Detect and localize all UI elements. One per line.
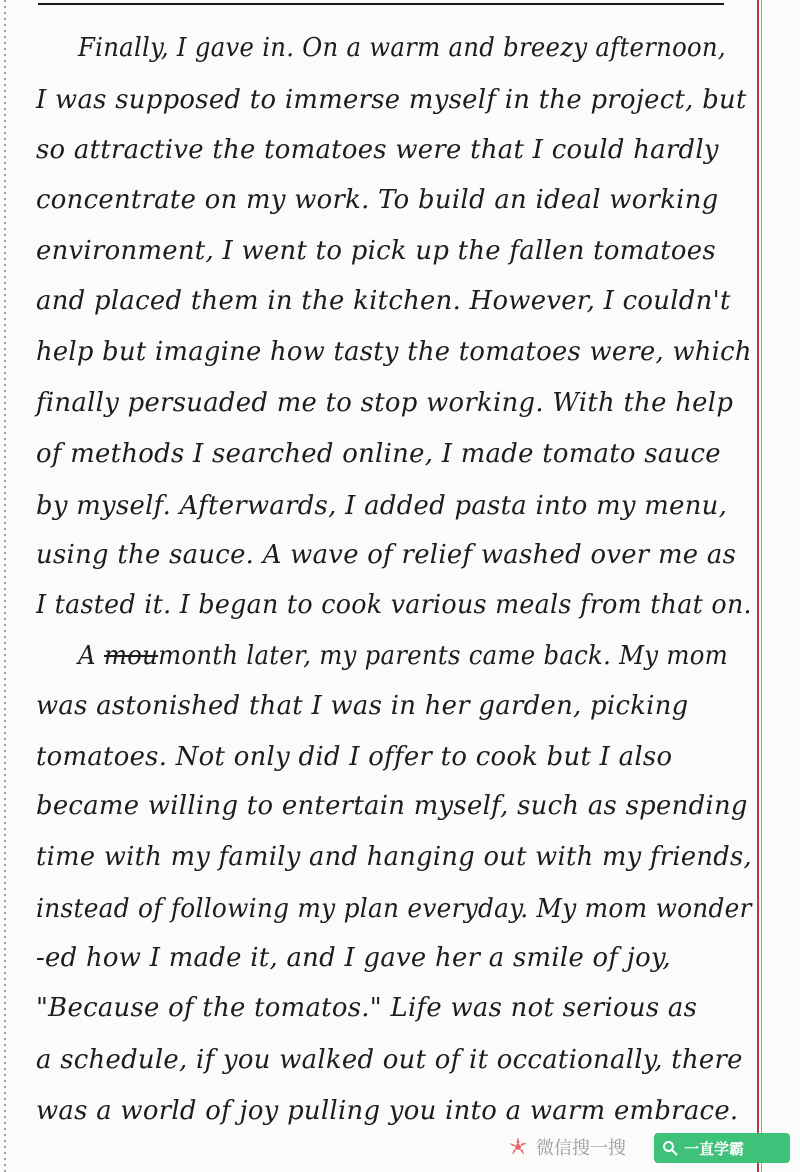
essay-line: using the sauce. A wave of relief washed over me as	[36, 540, 737, 570]
watermark-text: 微信搜一搜	[536, 1138, 626, 1159]
essay-line: was a world of joy pulling you into a warm embrace.	[36, 1096, 739, 1126]
wechat-search-logo-icon	[506, 1135, 530, 1159]
essay-line: finally persuaded me to stop working. With the help	[36, 388, 734, 418]
essay-line: environment, I went to pick up the fallen tomatoes	[36, 236, 716, 266]
essay-line: a schedule, if you walked out of it occationally, there	[36, 1045, 743, 1075]
essay-line: "Because of the tomatos." Life was not serious as	[36, 993, 698, 1023]
crossed-out-word: mou	[103, 641, 159, 671]
badge-label: 一直学霸	[684, 1139, 745, 1158]
essay-line: became willing to entertain myself, such as spending	[36, 791, 748, 821]
essay-line: so attractive the tomatoes were that I could hardly	[36, 135, 719, 165]
essay-line: help but imagine how tasty the tomatoes were, which	[36, 337, 752, 367]
essay-line: Finally, I gave in. On a warm and breezy afternoon,	[78, 33, 726, 63]
paragraph-start-word: A	[78, 641, 96, 671]
essay-line: by myself. Afterwards, I added pasta into my menu,	[36, 491, 728, 521]
essay-line: instead of following my plan everyday. My mom wonder	[36, 894, 752, 924]
essay-line: was astonished that I was in her garden, picking	[36, 691, 689, 721]
account-badge[interactable]	[654, 1133, 790, 1163]
essay-line: of methods I searched online, I made tomato sauce	[36, 439, 721, 469]
essay-line: tomatoes. Not only did I offer to cook but I also	[36, 742, 673, 772]
essay-line-paragraph-two	[78, 636, 752, 676]
essay-line-continuation: month later, my parents came back. My mom	[158, 641, 728, 671]
search-icon	[662, 1140, 678, 1156]
essay-line: I was supposed to immerse myself in the project, but	[36, 85, 747, 115]
essay-line: I tasted it. I began to cook various meals from that on.	[36, 590, 752, 620]
essay-line: time with my family and hanging out with my friends,	[36, 842, 752, 872]
wechat-search-watermark	[506, 1132, 654, 1162]
essay-line: -ed how I made it, and I gave her a smile of joy,	[36, 943, 671, 973]
essay-line: and placed them in the kitchen. However, I couldn't	[36, 286, 731, 316]
essay-line: concentrate on my work. To build an ideal working	[36, 185, 719, 215]
